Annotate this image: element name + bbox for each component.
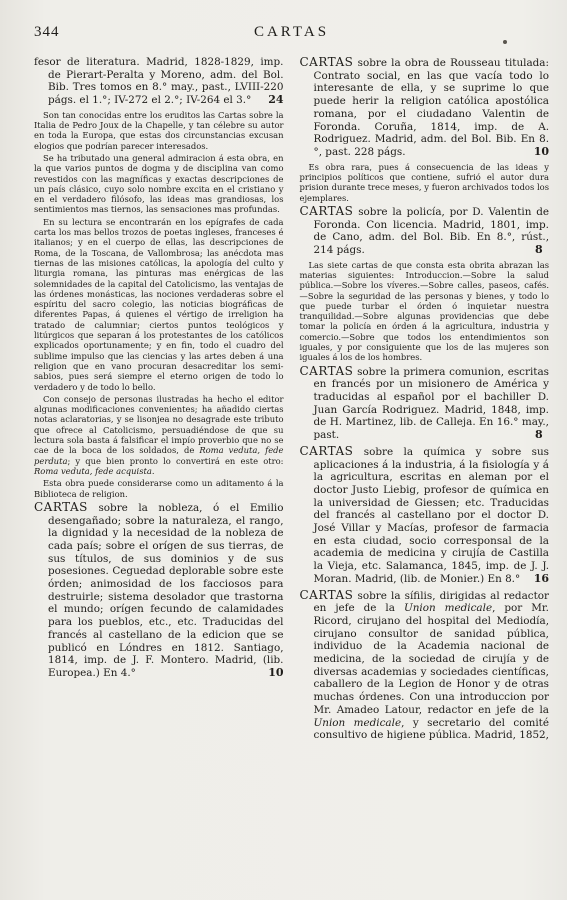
page-number: 344	[34, 24, 60, 40]
italic-title: Union medicale	[403, 602, 493, 615]
entry-keyword: CARTAS	[299, 443, 354, 458]
catalog-entry	[300, 56, 550, 159]
right-column	[300, 56, 550, 745]
entry-note: Con consejo de personas ilustradas ha hecho el editor algunas modificaciones convenientes; ha añadido ciertas notas aclaratorias, y se lisonjea no desagrade este tributo que ofrece al Catolicismo, persuadiéndose de que su lectura sola basta á falsificar el impío proverbio que no se cae de la boca de los soldados, de Roma veduta, fede perduta; y que bien pronto lo convertirá en este otro: Roma veduta, fede acquista.	[34, 393, 284, 476]
entry-keyword: CARTAS	[299, 587, 354, 602]
entry-keyword: CARTAS	[299, 203, 354, 218]
entry-note: Las siete cartas de que consta esta obrita abrazan las materias siguientes: Introduccion.—Sobre la salud pública.—Sobre los víveres.—Sobre calles, paseos, cafés.—Sobre la seguridad de las personas y bienes, y todo lo que puede turbar el órden ó inquietar nuestra tranquilidad.—Sobre algunas providencias que debe tomar la policía en órden á la agricultura, industria y comercio.—Sobre que todos los entendimientos son iguales, y por consiguiente que los de las mujeres son iguales á los de los hombres.	[299, 259, 549, 363]
catalog-entry: CARTAS sobre la sífilis, dirigidas al redactor en jefe de la Union medicale, por Mr. Ricord, cirujano del hospital del Mediodía, cirujano consultor de sanidad pública, individuo de la Academia nacional de medicina, de la sociedad de cirujía y de diversas academias y sociedades científicas, caballero de la Legion de Honor y de otras muchas órdenes. Con una introduccion por Mr. Amadeo Latour, redactor en jefe de la Union medicale, y secretario del comité consultivo de higiene pública. Madrid, 1852,	[299, 587, 549, 742]
two-column-body	[34, 56, 549, 745]
page-header	[34, 24, 549, 46]
entry-keyword: CARTAS	[34, 499, 88, 514]
catalog-entry	[34, 501, 284, 680]
entry-text: sobre la química y sobre sus aplicaciones á la industria, á la fisiología y á la agricultura, escritas en aleman por el doctor Justo Liebig, profesor de química en la universidad de Giessen; etc. Traducidas del francés al castellano por el doctor D. José Villar y Macías, profesor de farmacia en esta ciudad, socio corresponsal de la academia de medicina y cirujía de Castilla la Vieja, etc. Salamanca, 1845, imp. de J. J. Moran. Madrid, (lib. de Monier.) En 8.°	[313, 445, 550, 585]
entry-note: Se ha tributado una general admiracion á esta obra, en la que varios puntos de dogma y de disciplina van como revestidos con las magníficas y exactas descripciones de un país clásico, cuyo solo nombre excita en el cristiano y en el verdadero filósofo, las ideas mas grandiosas, los sentimientos mas tiernos, las sensaciones mas profundas.	[34, 153, 284, 215]
entry-note: Es obra rara, pues á consecuencia de las ideas y principios políticos que contiene, sufrió el autor dura prision durante trece meses, y fueron archivados todos los ejemplares.	[299, 161, 549, 203]
entry-text: sobre la policía, por D. Valentin de Foronda. Con licencia. Madrid, 1801, imp. de Cano, adm. del Bol. Bib. En 8.°, rúst., 214 págs.	[313, 205, 550, 256]
italic-phrase: Roma veduta, fede perduta	[34, 445, 284, 466]
entry-price: 10	[268, 665, 284, 679]
entry-keyword: CARTAS	[299, 55, 354, 69]
entry-price: 10	[533, 144, 549, 158]
catalog-entry: CARTAS sobre la primera comunion, escritas en francés por un misionero de América y traducidas al español por el bachiller D. Juan García Rodriguez. Madrid, 1848, imp. de H. Martinez, lib. de Calleja. En 16.° may., past. 8	[299, 363, 549, 442]
entry-note: En su lectura se encontrarán en los epígrafes de cada carta los mas bellos trozos de poetas ingleses, franceses é italianos; y en el cuerpo de ellas, las descripciones de Roma, de la Toscana, de Vallombrosa; las anécdota mas tiernas de las misiones católicas, la apología del culto y liturgia romana, las pinturas mas enérgicas de las solemnidades de la capital del Catolicismo, las ventajas de las órdenes monásticas, las nociones verdaderas sobre el espíritu del sacro colegio, las noticias biográficas de diferentes Papas, á quienes el vértigo de irreligion ha tratado de calumniar; ciertos puntos teológicos y litúrgicos que separan á los protestantes de los católicos explicados oportunamente; y en fin, todo el cuadro del sublime impulso que las ciencias y las artes deben á una religion que en vano procuran desacreditar los semi-sabios, pues será siempre el eterno origen de todo lo verdadero y de todo lo bello.	[34, 216, 284, 392]
italic-title: Union medicale	[313, 716, 402, 729]
catalog-entry	[300, 445, 550, 586]
entry-price: 24	[268, 93, 284, 107]
entry-price: 16	[533, 571, 549, 585]
entry-text: fesor de literatura. Madrid, 1828-1829, imp. de Pierart-Peralta y Moreno, adm. del Bol. Bib. Tres tomos en 8.° may., past., LVIII-220 págs. el 1.°; IV-272 el 2.°; IV-264 el 3.°	[34, 56, 284, 107]
italic-phrase: Roma veduta, fede acquista.	[34, 465, 155, 476]
entry-text: sobre la obra de Rousseau titulada: Contrato social, en las que vacía todo lo interesante de ella, y se suprime lo que puede herir la religion católica apostólica romana, por el ciudadano Valentin de Foronda. Coruña, 1814, imp. de A. Rodriguez. Madrid, adm. del Bol. Bib. En 8.°, past. 228 págs.	[313, 57, 549, 158]
entry-note: Son tan conocidas entre los eruditos las Cartas sobre la Italia de Pedro Joux de la Chapelle, y tan célebre su autor en toda la Europa, que estas dos circunstancias excusan elogios que podrían parecer interesados.	[34, 109, 284, 151]
left-column	[34, 56, 284, 745]
entry-text: sobre la primera comunion, escritas en francés por un misionero de América y traducidas al español por el bachiller D. Juan García Rodriguez. Madrid, 1848, imp. de H. Martinez, lib. de Calleja. En 16.° may., past.	[313, 365, 549, 442]
entry-note: Esta obra puede considerarse como un aditamento á la Biblioteca de religion.	[34, 478, 284, 499]
ink-speck	[503, 40, 507, 44]
running-head: CARTAS	[253, 24, 330, 40]
entry-continuation	[34, 56, 284, 107]
entry-text: sobre la nobleza, ó el Emilio desengañado; sobre la naturaleza, el rango, la dignidad y la necesidad de la nobleza de cada país; sobre el orígen de sus tierras, de sus títulos, de sus dominios y de sus posesiones. Ceguedad deplorable sobre este órden; animosidad de los facciosos para destruirle; sistema desolador que trastorna el mundo; orígen fecundo de calamidades para los pueblos, etc., etc. Traducidas del francés al castellano de la edicion que se publicó en Lóndres en 1812. Santiago, 1814, imp. de J. F. Montero. Madrid, (lib. Europea.) En 4.°	[48, 501, 284, 679]
entry-keyword: CARTAS	[299, 363, 354, 378]
catalog-entry: CARTAS sobre la policía, por D. Valentin de Foronda. Con licencia. Madrid, 1801, imp. de Cano, adm. del Bol. Bib. En 8.°, rúst., 214 págs. 8	[299, 203, 550, 256]
